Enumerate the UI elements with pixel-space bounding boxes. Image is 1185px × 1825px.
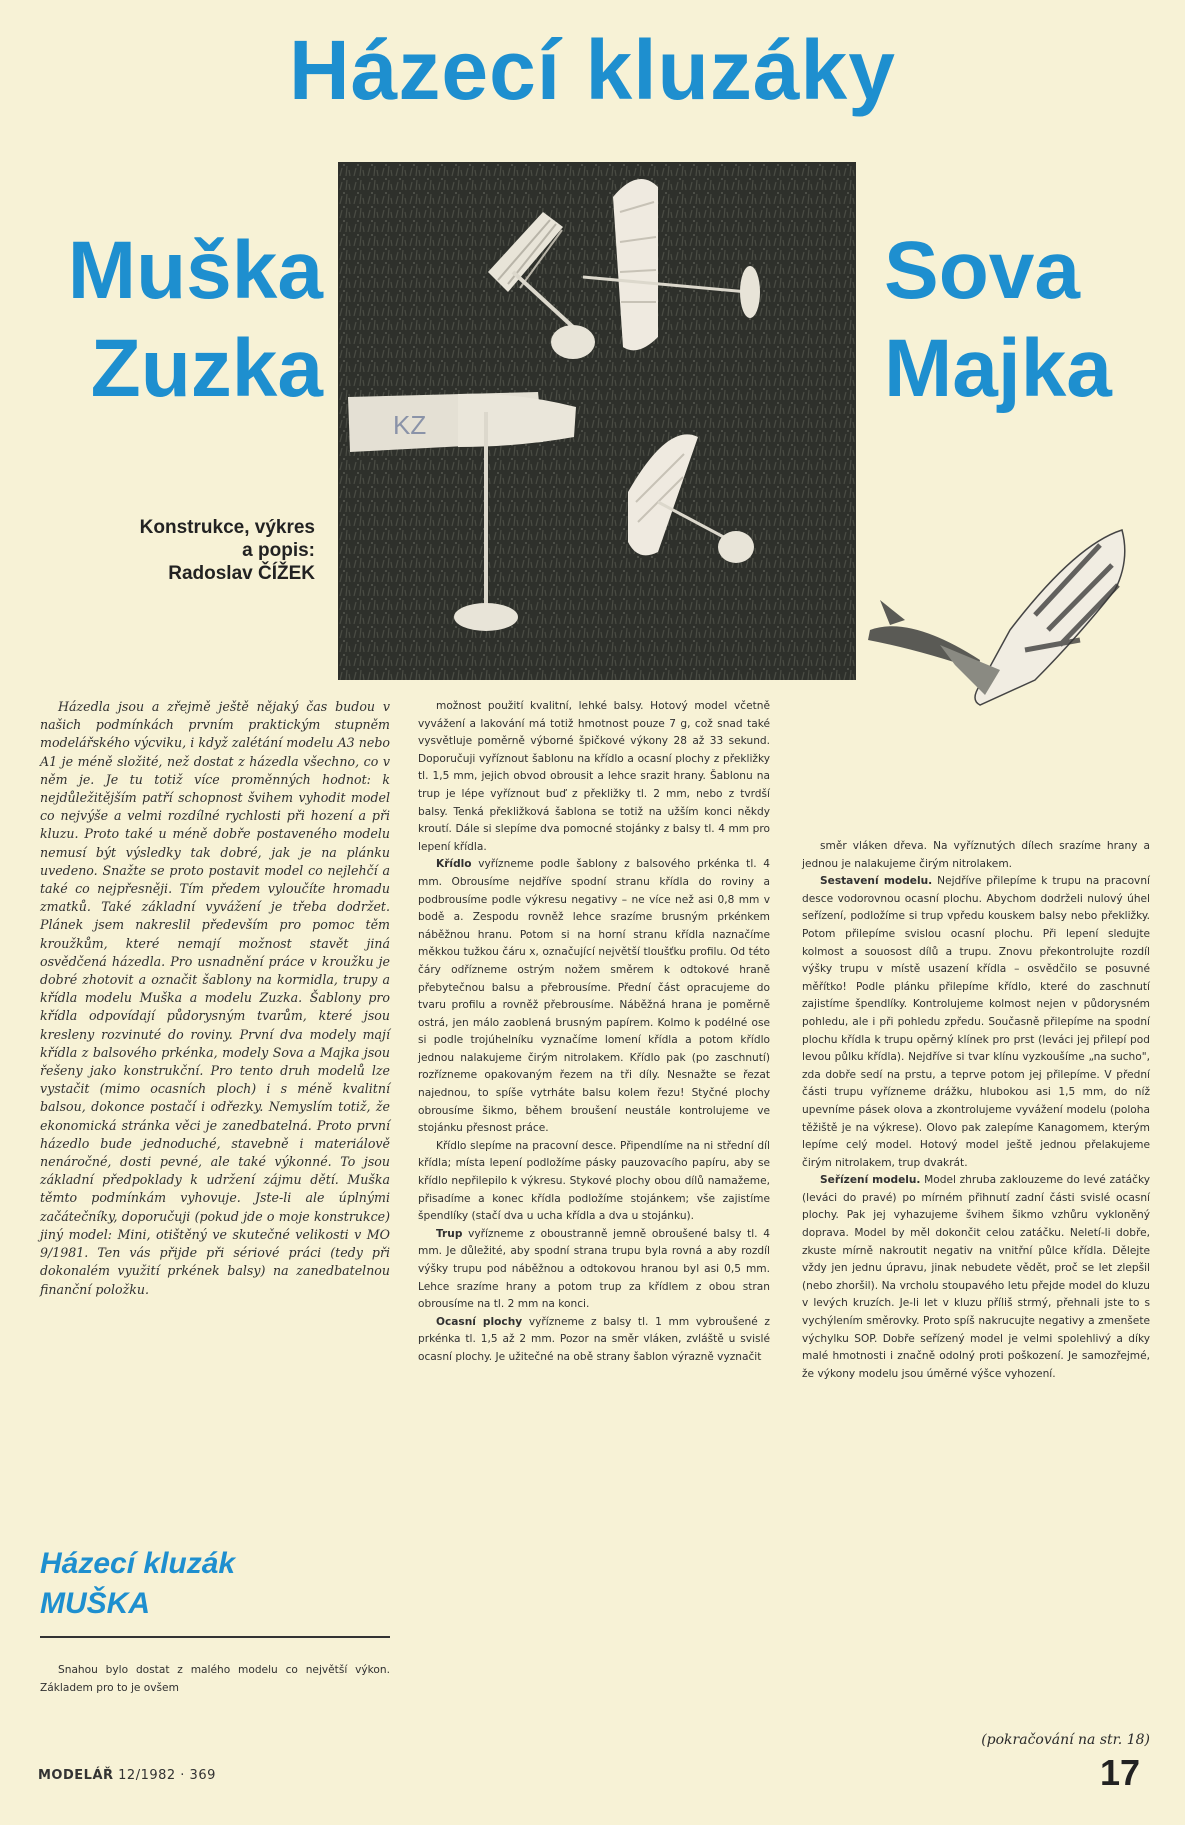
footer-magazine-info [38, 1768, 216, 1783]
muska-paragraph-1: Snahou bylo dostat z malého modelu co největší výkon. Základem pro to je ovšem [40, 1664, 390, 1694]
trimming-text: Model zhruba zaklouzeme do levé zatáčky (leváci do pravé) po mírném přihnutí zadní části svislé ocasní plochy. Pak jej vyhazujeme švihem šikmo vzhůru vykloněný doprava. Model by měl dokončit celou zatáčku. Neletí-li dobře, zkuste mírně nakroutit negativ na vnitřní půlce křídla. Dělejte vždy jen jednu úpravu, jinak nebudete vědět, proč se let zlepšil (nebo zhoršil). Na vrcholu stoupavého letu přejde model do kluzu v levých kruzích. Je-li let v kluzu příliš strmý, přehnali jste to s vychýlením směrovky. Proto spíš nakrucujte negativy a zmenšete výchylku SOP. Dobře seřízený model je velmi spolehlivý a díky malé hmotnosti i značně odolný proti poškození. Je samozřejmé, že výkony modelu jsou úměrné výšce vyhození. [802, 1174, 1150, 1380]
model-name-zuzka: Zuzka [90, 323, 323, 414]
glider-flight-photo [860, 520, 1135, 730]
models-left-title [48, 222, 323, 418]
trimming-heading: Seřízení modelu. [820, 1174, 921, 1187]
col2-paragraph-1: možnost použití kvalitní, lehké balsy. Hotový model včetně vyvážení a lakování má totiž hmotnost pouze 7 g, což snad také vysvětluje poměrně výborné špičkové výkony 28 až 33 sekund. Doporučuji vyříznout šablonu na křídlo a ocasní plochy z překližky tl. 1,5 mm, jejich obvod obrousit a lehce srazit hrany. Šablonu na trup je lépe vyříznout buď z překližky tl. 2 mm, nebo z tvrdší balsy. Tenká překližková šablona se totiž na užším konci někdy kroutí. Dále si slepíme dva pomocné stojánky z balsy tl. 4 mm pro lepení křídla. [418, 700, 770, 853]
col2-paragraph-fuselage [418, 1226, 770, 1314]
fuselage-text: vyřízneme z oboustranně jemně obroušené balsy tl. 4 mm. Je důležité, aby spodní strana trupu byla rovná a aby rozdíl výšky trupu pod náběžnou a odtokovou hranou byl asi 0,5 mm. Lehce srazíme hrany a potom trup za křídlem z obou stran obrousíme na tl. 2 mm na konci. [418, 1227, 770, 1311]
glider-flight-illustration [860, 520, 1135, 730]
gliders-photo [338, 162, 856, 680]
model-name-muska: Muška [67, 225, 323, 316]
col2-paragraph-wing [418, 856, 770, 1138]
page-number: 17 [1100, 1752, 1141, 1793]
wing-text: vyřízneme podle šablony z balsového prkénka tl. 4 mm. Obrousíme nejdříve spodní stranu křídla do roviny a podbrousíme podle výkresu negativy – ne více než asi 0,8 mm v bodě a. Zespodu rovněž lehce srazíme brusným prkénkem náběžnou hranu. Potom si na horní stranu křídla naznačíme měkkou tužkou čáru x, označující největší tloušťku profilu. Od této čáry odřízneme ostrým nožem směrem k odtokové hraně přebytečnou balsu a přebrousíme. Přední část opracujeme do tvaru profilu a rovněž přebrousíme. Náběžná hrana je poměrně ostrá, jen málo zaoblená brusným papírem. Kolmo k podélné ose si podle trojúhelníku vyznačíme lomení křídla a potom křídlo jednou nalakujeme čirým nitrolakem. Křídlo pak (po zaschnutí) rozřízneme opakovaným řezem na tři díly. Nesnažte se řezat najednou, to spíše vytrháte balsu kolem řezu! Styčné plochy obrousíme šikmo, během broušení neustále kontrolujeme ve stojánku přesnost práce. [418, 858, 770, 1135]
wing-heading: Křídlo [436, 858, 472, 871]
article-column-2 [418, 698, 770, 1367]
models-right-title [884, 222, 1144, 418]
intro-paragraph: Házedla jsou a zřejmě ještě nějaký čas budou v našich podmínkách prvním praktickým stupněm modelářského výcviku, i když zalétání modelu A3 nebo A1 je méně složité, než dostat z házedla všechno, co v něm je. Je tu totiž více proměnných hodnot: k nejdůležitějším patří schopnost švihem vyhodit model co nejvýše a velmi rozdílné rychlosti při hození a při kluzu. Proto také u méně dobře postaveného modelu nemusí být výsledky tak dobré, jak je na plánku uvedeno. Snažte se proto postavit model co nejlehčí a také co nejpřesněji. Tím předem vyloučíte hromadu zmatků. Také základní vyvážení je třeba dodržet. Plánek jsem nakreslil především pro pomoc těm kroužkům, které nemají možnost stavět jiná osvědčená házedla. Pro usnadnění práce v kroužku je dobré zhotovit a označit šablony na kormidla, trupy a křídla modelu Muška a modelu Zuzka. Šablony pro křídla odpovídají půdorysným tvarům, které jsou kresleny rozvinuté do roviny. První dva modely mají křídla z balsového prkénka, modely Sova a Majka jsou řešeny jako konstrukční. Pro tento druh modelů lze vystačit (mimo ocasních ploch) i s méně kvalitní balsou, dokonce postačí i odřezky. Nemyslím totiž, že ekonomická stránka věci je zanedbatelná. Proto první házedlo bude jednoduché, stavebně i materiálově nenáročné, dosti pevné, ale také výkonné. To jsou základní předpoklady k udržení zájmu dětí. Muška těmto podmínkám vyhovuje. Jste-li ale úplnými začátečníky, doporučuji (pokud jde o moje konstrukce) jiný model: Mini, otištěný ve skutečné velikosti v MO 9/1981. Ten vás přijde při sériové práci (tedy při dokonalém využití prkének balsy) na zanedbatelnou finanční položku. [40, 699, 390, 1297]
muska-text-start [40, 1662, 390, 1697]
gliders-photo-illustration [338, 162, 856, 680]
col3-paragraph-assembly [802, 873, 1150, 1172]
credits-line-1: Konstrukce, výkres [139, 517, 315, 538]
tail-heading: Ocasní plochy [436, 1315, 523, 1328]
section-heading-line-1: Házecí kluzák [40, 1547, 236, 1580]
author-credits [90, 516, 315, 585]
tail-text: vyřízneme z balsy tl. 1 mm vybroušené z prkénka tl. 1,5 až 2 mm. Pozor na směr vláken, zvláště u svislé ocasní plochy. Je užitečné na obě strany šablon výrazně vyznačit [418, 1315, 770, 1363]
assembly-heading: Sestavení modelu. [820, 875, 933, 888]
model-name-sova: Sova [884, 225, 1080, 316]
col3-paragraph-1: směr vláken dřeva. Na vyříznutých dílech srazíme hrany a jednou je nalakujeme čirým nitrolakem. [802, 840, 1150, 870]
author-name: Radoslav ČÍŽEK [168, 563, 315, 584]
section-heading-line-2: MUŠKA [40, 1587, 150, 1620]
article-column-1 [40, 698, 390, 1299]
model-name-majka: Majka [884, 323, 1112, 414]
page-title: Házecí kluzáky [288, 23, 896, 117]
magazine-name: MODELÁŘ [38, 1768, 114, 1783]
col2-paragraph-3: Křídlo slepíme na pracovní desce. Připendlíme na ni střední díl křídla; místa lepení podložíme pásky pauzovacího papíru, aby se křídlo nepřilepilo k výkresu. Stykové plochy obou dílů namažeme, přisadíme a konec křídla podložíme stojánkem; vše zajistíme špendlíky (stačí dva u ucha křídla a dva u stojánku). [418, 1139, 770, 1223]
continued-note: (pokračování na str. 18) [981, 1732, 1150, 1748]
issue-info: 12/1982 · 369 [118, 1768, 216, 1783]
col3-paragraph-trimming [802, 1172, 1150, 1383]
article-column-3 [802, 838, 1150, 1383]
credits-line-2: a popis: [242, 540, 315, 561]
glider-marking-kz: KZ [393, 410, 427, 440]
col2-paragraph-tail [418, 1314, 770, 1367]
section-divider [40, 1636, 390, 1638]
assembly-text: Nejdříve přilepíme k trupu na pracovní desce vodorovnou ocasní plochu. Abychom dodrželi nulový úhel seřízení, podložíme si trup vpředu kouskem balsy nebo překližky. Potom přilepíme svislou ocasní plochu. Při lepení sledujte kolmost a souosost dílů a trupu. Znovu překontrolujte rozdíl výšky trupu v místě usazení křídla – osvědčilo se posuvné měřítko! Podle plánku přilepíme křídlo, které do zaschnutí zajistíme špendlíky. Kontrolujeme kolmost nejen v půdorysném pohledu, ale i při pohledu zpředu. Současně přilepíme na spodní plochu křídla k trupu opěrný klínek pro prst (leváci jej přilepí pod levou půlku křídla). Nejdříve si tvar klínu vyzkoušíme „na sucho", zda dobře sedí na prstu, a teprve potom jej přilepíme. V přední části trupu vyřízneme drážku, hlubokou asi 1,5 mm, do níž upevníme pásek olova a zkontrolujeme vyvážení modelu (poloha těžiště je na výkrese). Olovo pak zalepíme Kanagomem, kterým lepíme celý model. Hotový model ještě jednou přelakujeme čirým nitrolakem, trup dvakrát. [802, 875, 1150, 1169]
section-heading-muska [40, 1544, 390, 1624]
fuselage-heading: Trup [436, 1227, 463, 1240]
